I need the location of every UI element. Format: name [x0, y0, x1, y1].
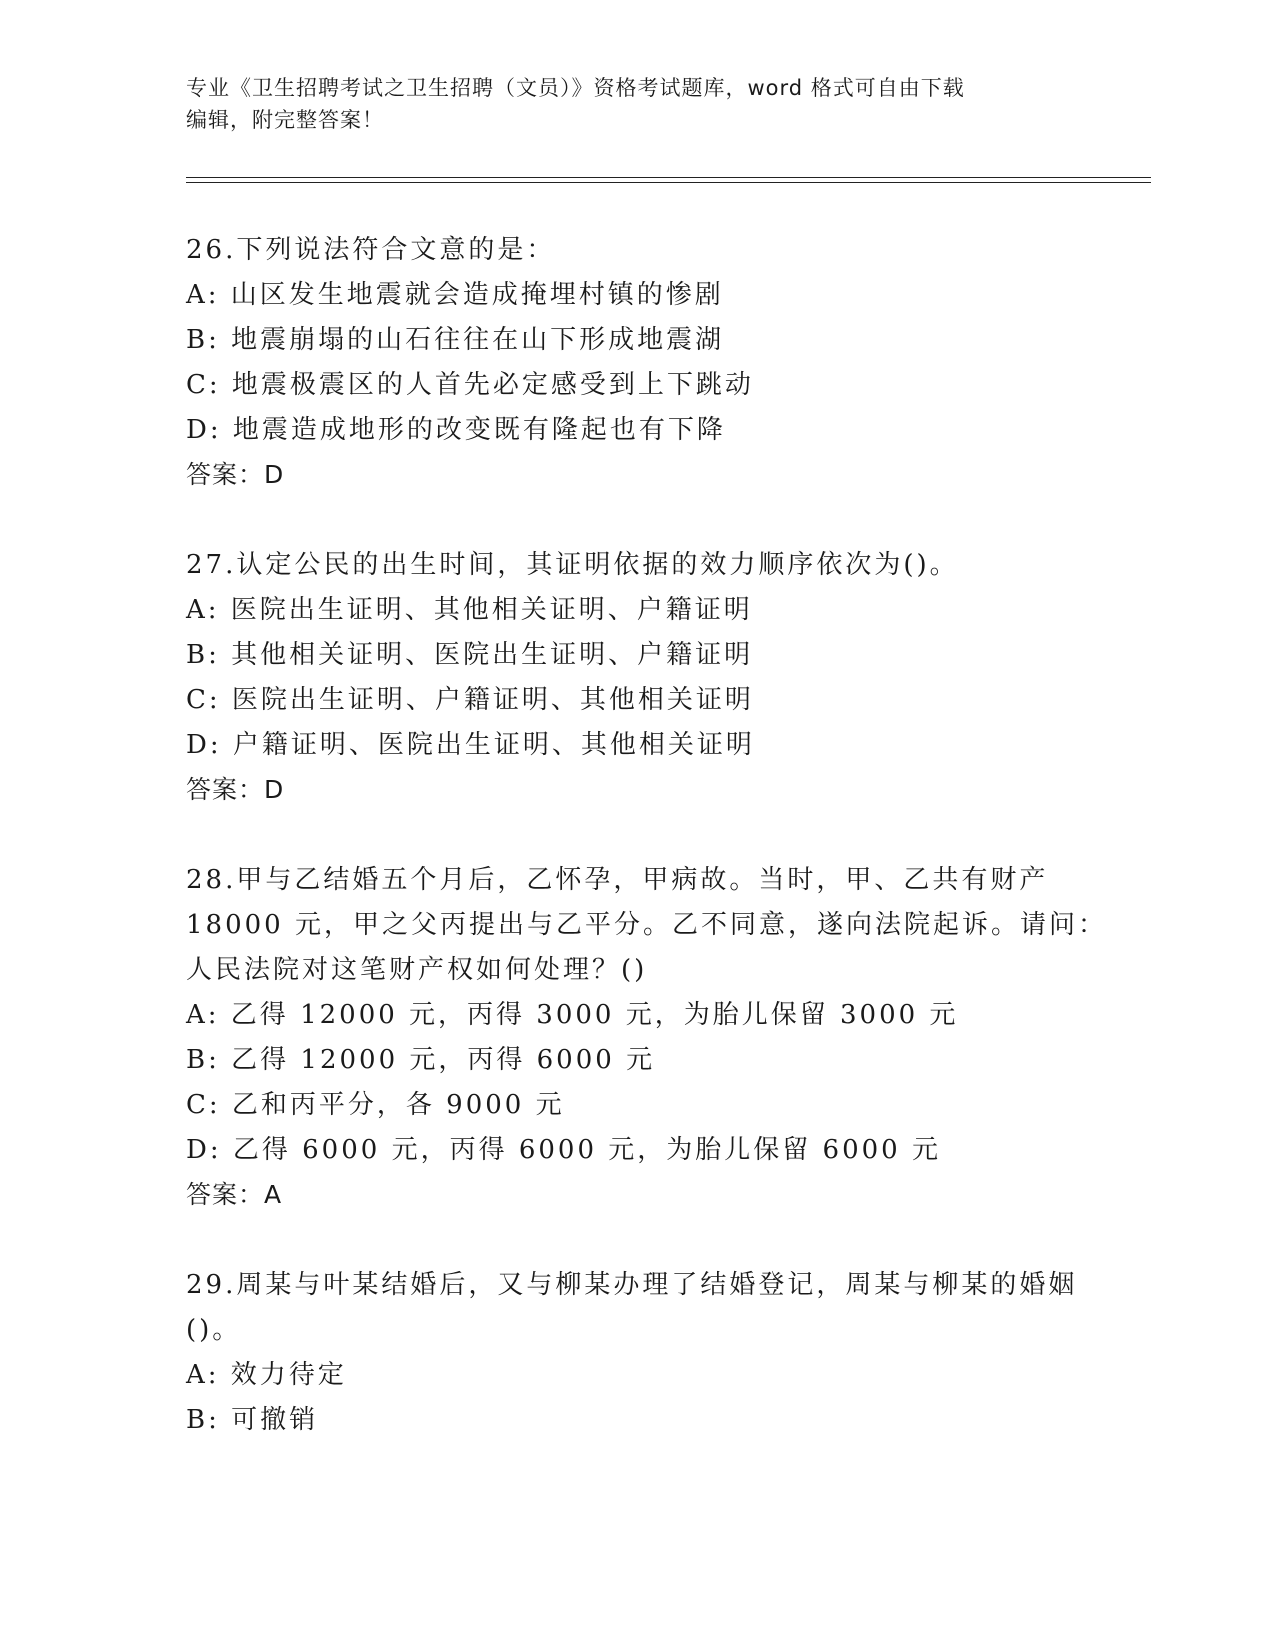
question-29-stem-line-2: ()。 [186, 1315, 242, 1345]
document-header [186, 72, 1066, 136]
question-26-option-a: A: 山区发生地震就会造成掩埋村镇的惨剧 [186, 280, 724, 310]
header-line-2: 编辑，附完整答案！ [186, 108, 384, 132]
question-26-option-b: B: 地震崩塌的山石往往在山下形成地震湖 [186, 325, 725, 355]
question-27-answer: 答案：D [186, 775, 285, 804]
question-29-stem-line-1: 29.周某与叶某结婚后，又与柳某办理了结婚登记，周某与柳某的婚姻 [186, 1270, 1078, 1300]
header-divider-top [186, 177, 1151, 178]
header-divider-bottom [186, 182, 1151, 183]
question-28-option-a: A: 乙得 12000 元，丙得 3000 元，为胎儿保留 3000 元 [186, 1000, 959, 1030]
header-line-1: 专业《卫生招聘考试之卫生招聘（文员）》资格考试题库，word 格式可自由下载 [186, 76, 965, 100]
question-28-stem-line-1: 28.甲与乙结婚五个月后，乙怀孕，甲病故。当时，甲、乙共有财产 [186, 865, 1049, 895]
question-26-answer: 答案：D [186, 460, 285, 489]
question-27-option-d: D: 户籍证明、医院出生证明、其他相关证明 [186, 730, 755, 760]
question-28-stem-line-3: 人民法院对这笔财产权如何处理？() [186, 955, 648, 985]
question-29-option-b: B: 可撤销 [186, 1405, 319, 1435]
question-28-option-c: C: 乙和丙平分，各 9000 元 [186, 1090, 565, 1120]
question-27-option-c: C: 医院出生证明、户籍证明、其他相关证明 [186, 685, 754, 715]
question-28-option-b: B: 乙得 12000 元，丙得 6000 元 [186, 1045, 656, 1075]
question-27-stem: 27.认定公民的出生时间，其证明依据的效力顺序依次为()。 [186, 550, 959, 580]
question-27-option-b: B: 其他相关证明、医院出生证明、户籍证明 [186, 640, 754, 670]
question-28-answer: 答案：A [186, 1180, 283, 1209]
question-26-option-c: C: 地震极震区的人首先必定感受到上下跳动 [186, 370, 754, 400]
question-26-option-d: D: 地震造成地形的改变既有隆起也有下降 [186, 415, 726, 445]
question-29-option-a: A: 效力待定 [186, 1360, 347, 1390]
question-28-option-d: D: 乙得 6000 元，丙得 6000 元，为胎儿保留 6000 元 [186, 1135, 941, 1165]
question-27-option-a: A: 医院出生证明、其他相关证明、户籍证明 [186, 595, 753, 625]
question-28-stem-line-2: 18000 元，甲之父丙提出与乙平分。乙不同意，遂向法院起诉。请问： [186, 910, 1107, 940]
question-26-stem: 26.下列说法符合文意的是： [186, 235, 556, 265]
